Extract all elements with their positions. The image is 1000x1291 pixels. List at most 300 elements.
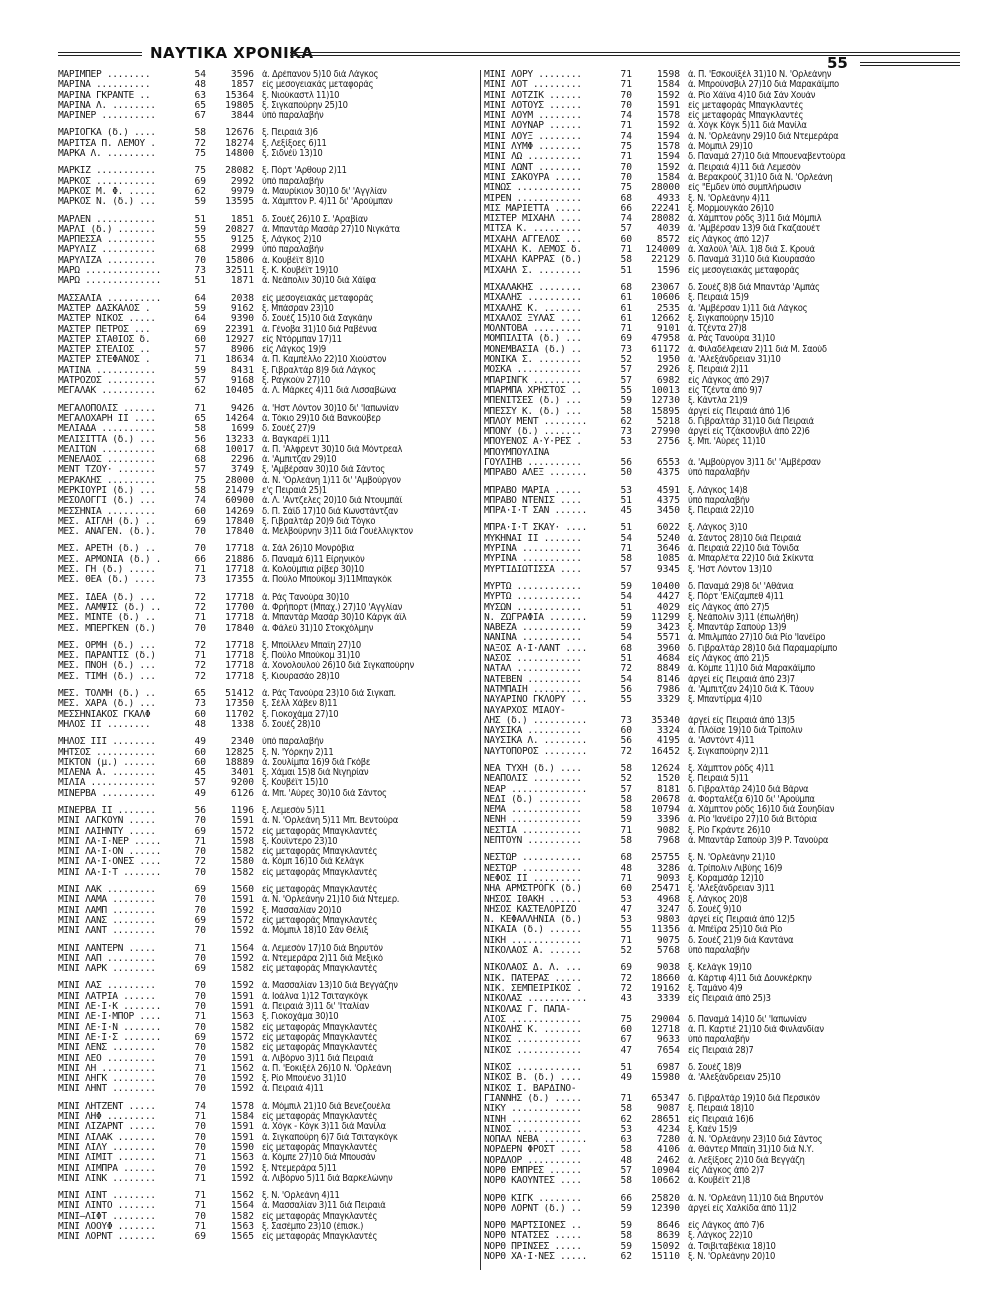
ship-name: ΝΙΝΟΣ ............ [484, 1124, 582, 1135]
ship-row [484, 874, 954, 884]
ship-status: ξ. Λεμεσόν 5)11 [262, 806, 326, 816]
ship-status: ά. Χάμπτον Ρ. 4)11 δι' 'Αρούμπαν [262, 197, 393, 208]
ship-status: ύπό παραλαβήν [688, 468, 750, 479]
ship-row [58, 1012, 470, 1022]
ship-tonnage: 1871 [230, 275, 254, 287]
ship-status: ά. Μαυρίκιον 30)10 δι' 'Αγγλίαν [262, 186, 387, 197]
ship-tonnage: 1563 [230, 1152, 254, 1164]
ship-status: ξ. Ρίο Γκράντε 26)10 [688, 825, 771, 836]
ship-age: 65 [194, 688, 206, 700]
ship-status: ξ. Κάντλα 21)9 [688, 396, 748, 407]
ship-tonnage: 1582 [230, 866, 254, 878]
ship-status: ά. Κόμπε 11)10 διά Μαρακάϊμπο [688, 664, 816, 675]
ship-status: ά. Ράς Τανούρα 23)10 διά Σιγκαπ. [262, 689, 396, 700]
ship-tonnage: 28082 [651, 213, 680, 225]
ship-age: 53 [620, 484, 632, 496]
ship-status: ά. Μπρούνσβιλ 27)10 διά Μαρακάϊμπο [688, 80, 839, 91]
ship-status: ξ. Πειραιά 5)11 [688, 774, 749, 785]
ship-age: 70 [194, 1052, 206, 1064]
ship-name: ΜΙΝΙ ΛΕΟ ......... [58, 1053, 156, 1064]
ship-name: ΝΑΥΤΟΠΟΡΟΣ ........ [484, 746, 588, 757]
ship-tonnage: 2462 [656, 1154, 680, 1166]
ship-status: είς Λάγκος άπό 7)6 [688, 1221, 765, 1232]
ship-row [484, 91, 954, 101]
ship-age: 71 [194, 354, 206, 366]
ship-row [58, 304, 470, 314]
ship-age: 59 [620, 611, 632, 623]
ship-age: 70 [194, 1210, 206, 1222]
ship-status: ά. Ρίο Χάϊνα 4)10 διά Σάν Χουάν [688, 90, 816, 101]
ship-tonnage: 1578 [656, 141, 680, 153]
ship-row [58, 789, 470, 799]
ship-name: ΜΙΝΙ ΛΟΤΟΥΣ ...... [484, 100, 582, 111]
ship-status: ά. Μόμπιλ 18)10 Σάν Θέλιξ [262, 926, 369, 937]
ship-row [484, 1242, 954, 1252]
ship-status: ά. Σουλίμπα 16)9 διά Γκόβε [262, 757, 371, 768]
ship-row [484, 805, 954, 815]
ship-row [484, 592, 954, 602]
ship-name: ΝΕΜΑ ............. [484, 805, 582, 816]
ship-status [688, 448, 938, 458]
ship-age: 58 [620, 1230, 632, 1242]
ship-tonnage: 5218 [656, 415, 680, 427]
ship-row [58, 435, 470, 445]
ship-tonnage: 1591 [656, 99, 680, 111]
ship-age: 70 [194, 1001, 206, 1013]
ship-tonnage: 17355 [225, 574, 254, 586]
ship-age: 63 [620, 1134, 632, 1146]
ship-status: ά. 'Αλεξάνδρειαν 25)10 [688, 1073, 781, 1084]
ship-name: ΜΠΟΥΜΠΟΥΛΙΝΑ [484, 447, 550, 458]
ship-name: ΜΑΡΥΛΙΖΑ ......... [58, 255, 156, 266]
ship-age: 67 [194, 110, 206, 122]
ship-status: ξ. Πειραιά 3)6 [262, 128, 318, 139]
ship-row [484, 111, 954, 121]
ship-row [484, 1135, 954, 1145]
ship-group [58, 544, 470, 585]
ship-row [58, 527, 470, 537]
ship-tonnage: 4029 [656, 601, 680, 613]
ship-name: ΝΙΚΟΛΑΟΣ Α. ...... [484, 946, 582, 957]
ship-name: ΜΙΧΑΛΗΣ Κ. ....... [484, 303, 582, 314]
ship-name: ΜΠΑΡΜΠΑ ΧΡΗΣΤΟΣ .. [484, 385, 582, 396]
ship-name: ΜΕΓΑΛΟΧΑΡΗ ΙΙ .... [58, 413, 156, 424]
ship-status: ξ. 'Αμβέρσαν 30)10 διά Σάντος [262, 465, 385, 476]
ship-age: 71 [620, 543, 632, 555]
ship-row [484, 544, 954, 554]
ship-tonnage: 6553 [656, 456, 680, 468]
ship-tonnage: 1592 [230, 925, 254, 937]
ship-name: ΜΙΧΑΛΑΚΗΣ ........ [484, 282, 582, 293]
ship-status: ξ. Πειραιά 18)10 [688, 1104, 754, 1115]
header-rule-middle [290, 52, 960, 56]
ship-name: ΜΑΡΙΝΑ .......... [58, 80, 151, 91]
ship-row [58, 857, 470, 867]
ship-age: 58 [620, 1175, 632, 1187]
ship-age: 69 [620, 962, 632, 974]
ship-row [484, 1156, 954, 1166]
ship-age: 56 [194, 805, 206, 816]
ship-status: δ. Σουέζ 27)9 [262, 424, 316, 435]
ship-age: 70 [620, 99, 632, 111]
ship-name: ΜΙΛΕΝΑ Α. ........ [58, 768, 156, 779]
ship-tonnage: 1590 [230, 1141, 254, 1153]
ship-row [58, 1191, 470, 1201]
ship-row [484, 407, 954, 417]
ship-tonnage: 1592 [230, 1073, 254, 1085]
ship-tonnage: 1582 [230, 1042, 254, 1054]
ship-status: δ. Π. Σάϊδ 17)10 διά Κωνστάντζαν [262, 506, 398, 517]
ship-status: δ. Γιβραλτάρ 19)10 διά Περσικόν [688, 1093, 820, 1104]
ship-age: 54 [194, 69, 206, 80]
ship-name: ΜΙΝΙ ΛΕΝΣ ........ [58, 1043, 156, 1054]
ship-status: ά. Χαλούλ 'Αϊλ. 1)8 διά Σ. Κρουά [688, 245, 815, 256]
ship-row [58, 710, 470, 720]
ship-name: ΜΙΝΙ ΛΑΠ ......... [58, 953, 156, 964]
ship-row [58, 235, 470, 245]
ship-name: ΜΙΧΑΗΛ ΑΓΓΕΛΟΣ ... [484, 234, 582, 245]
ship-name: ΝΙΚ. ΣΕΜΠΕΙΡΙΚΟΣ . [484, 983, 582, 994]
ship-age: 75 [620, 182, 632, 194]
ship-age: 58 [620, 793, 632, 805]
ship-name: ΜΑΣΤΕΡ ΣΤΕΦΑΝΟΣ . [58, 355, 151, 366]
ship-row [58, 768, 470, 778]
ship-tonnage: 10400 [651, 580, 680, 592]
ship-row [484, 314, 954, 324]
ship-status: είς μεταφοράς Μπαγκλαντές [688, 111, 804, 122]
ship-name: ΜΑΣΣΑΛΙΑ .......... [58, 293, 162, 304]
ship-row [484, 946, 954, 956]
ship-row [484, 864, 954, 874]
ship-row [484, 1104, 954, 1114]
ship-tonnage: 51412 [225, 688, 254, 700]
ship-tonnage: 2296 [230, 454, 254, 466]
ship-tonnage: 13233 [225, 433, 254, 445]
ship-name: ΝΕΦΟΣ ΙΙ ......... [484, 873, 582, 884]
ship-name: ΜΕΣ. ΠΝΟΗ (δ.) ... [58, 661, 156, 672]
ship-age: 60 [194, 746, 206, 758]
ship-status: είς μεταφοράς Μπαγκλαντές [262, 1211, 378, 1222]
ship-name: ΜΙΝΙ ΛΑ·Ι·ΟΝ ...... [58, 847, 162, 858]
ship-status: δ. Παναμά 14)10 δι' 'Ιαπωνίαν [688, 1014, 807, 1025]
ship-age: 62 [620, 415, 632, 427]
ship-name: ΜΑΡΠΕΣΣΑ ......... [58, 235, 156, 246]
ship-tonnage: 1562 [230, 1190, 254, 1202]
ship-status: ξ. Ν. 'Ορλεάνην 20)10 [688, 1252, 776, 1263]
ship-name: ΜΑΣΤΕΡ ΠΕΤΡΟΣ ... [58, 324, 151, 335]
ship-name: ΝΑΤΕΒΕΝ .......... [484, 674, 582, 685]
ship-name: ΝΗΑ ΑΡΜΣΤΡΟΓΚ (δ.) [484, 884, 582, 895]
ship-row [58, 944, 470, 954]
ship-age: 69 [620, 333, 632, 345]
ship-tonnage: 3423 [656, 622, 680, 634]
ship-age: 68 [620, 642, 632, 654]
ship-name: ΝΕΝΗ ............. [484, 815, 582, 826]
ship-status: ξ. Πόρτ 'Ελίζαμπεθ 4)11 [688, 592, 784, 603]
ship-tonnage: 25471 [651, 883, 680, 895]
ship-status: είς Λάγκος άπό 21)5 [688, 654, 770, 665]
ship-tonnage: 1562 [230, 1062, 254, 1074]
ship-tonnage: 5768 [656, 945, 680, 957]
ship-name: ΜΙΝΙ ΛΑΡΚ ........ [58, 964, 156, 975]
ship-tonnage: 2535 [656, 302, 680, 314]
ship-age: 65 [194, 412, 206, 424]
ship-tonnage: 8639 [656, 1230, 680, 1242]
ship-status: είς μεσογειακάς μεταφοράς [262, 80, 374, 91]
ship-age: 57 [194, 464, 206, 476]
ship-status: ά. Μπαντάρ Σαπούρ 3)9 Ρ. Τανούρα [688, 836, 829, 847]
ship-row [484, 1046, 954, 1056]
ship-tonnage: 32511 [225, 265, 254, 277]
ship-name: ΜΑΡΚΟΣ ........... [58, 176, 156, 187]
ship-age: 62 [620, 1113, 632, 1125]
ship-row [484, 613, 954, 623]
ship-name: ΝΕΣΤΩΡ ........... [484, 863, 582, 874]
ship-age: 74 [620, 130, 632, 142]
ship-tonnage: 9162 [230, 302, 254, 314]
ship-group [58, 737, 470, 799]
ship-row [58, 737, 470, 747]
ship-age: 71 [620, 872, 632, 884]
ship-age: 70 [194, 990, 206, 1002]
ship-name: ΜΑΣΤΕΡ ΣΤΑΘΙΟΣ δ. [58, 334, 151, 345]
ship-status: ξ. Μποΐλλεν Μπαϊη 27)10 [262, 640, 361, 651]
ship-status: ά. Τσιβιταβέκια 18)10 [688, 1241, 776, 1252]
ship-status: άργεί είς Πειραιά άπό 23)7 [688, 674, 795, 685]
ship-tonnage: 17700 [225, 601, 254, 613]
ship-age: 68 [620, 281, 632, 293]
ship-name: ΜΠΟΝΥ (δ.) ....... [484, 427, 582, 438]
ship-name: ΜΙΝΙ ΛΟΥΜ ........ [484, 111, 582, 122]
ship-status: άργεί είς Τζάκσονβιλ άπό 22)6 [688, 427, 810, 438]
ship-row [484, 826, 954, 836]
ship-tonnage: 8431 [230, 364, 254, 376]
ship-tonnage: 25755 [651, 852, 680, 864]
ship-tonnage: 4375 [656, 467, 680, 479]
ship-age: 72 [620, 663, 632, 675]
ship-name: ΝΟΡΔΕΡΝ ΦΡΟΣΤ .... [484, 1145, 582, 1156]
ship-tonnage: 1196 [230, 805, 254, 816]
ship-name: ΜΙΝΙ ΛΑΜΑ ........ [58, 895, 156, 906]
ship-row [484, 486, 954, 496]
ship-row [58, 613, 470, 623]
ship-age: 71 [194, 1062, 206, 1074]
ship-age: 53 [620, 436, 632, 448]
ship-row [58, 575, 470, 585]
ship-name: ΜΗΤΣΟΣ ........... [58, 747, 156, 758]
ship-row [484, 142, 954, 152]
ship-age: 70 [194, 622, 206, 634]
ship-name: ΜΙΛΙΑ ............ [58, 778, 156, 789]
ship-group [58, 641, 470, 682]
ship-age: 71 [194, 612, 206, 624]
ship-tonnage: 23067 [651, 281, 680, 293]
ship-age: 71 [620, 934, 632, 946]
ship-status: ξ. Ν. 'Ορλεάνην 4)11 [688, 193, 770, 204]
ship-row [484, 785, 954, 795]
ship-name: ΜΑΡΛΕΝ ........... [58, 214, 156, 225]
ship-tonnage: 1592 [656, 161, 680, 173]
ship-name: ΜΙΝΙ ΛΑΤΡΙΑ ...... [58, 991, 156, 1002]
ship-age: 58 [620, 1144, 632, 1156]
ship-row [484, 1063, 954, 1073]
ship-tonnage: 8906 [230, 344, 254, 356]
ship-name: ΜΙΣΤΕΡ ΜΙΧΑΗΛ .... [484, 214, 582, 225]
ship-age: 57 [620, 223, 632, 235]
ship-name: ΝΗΣΟΣ ΙΘΑΚΗ ...... [484, 894, 582, 905]
ship-name: ΜΑΡΙΝΑ Λ. ........ [58, 100, 156, 111]
ship-tonnage: 8646 [656, 1220, 680, 1232]
ship-age: 71 [194, 1152, 206, 1164]
ship-name: ΜΑΡΚΑ Λ. ......... [58, 149, 156, 160]
ship-age: 69 [194, 515, 206, 527]
ship-name: ΜΠΡΑΒΟ ΜΑΡΙΑ ..... [484, 485, 582, 496]
ship-row [58, 1002, 470, 1012]
ship-status: ξ. Λάγκος 2)10 [262, 235, 322, 246]
ship-row [484, 915, 954, 925]
ship-row [58, 517, 470, 527]
ship-age: 69 [194, 175, 206, 187]
ship-age: 74 [194, 495, 206, 507]
ship-row [484, 1194, 954, 1204]
ship-group [484, 1194, 954, 1215]
ship-name: ΜΑΡΛΙ (δ.) ....... [58, 224, 156, 235]
ship-status: ά. Λιβόρνο 3)11 διά Πειραιά [262, 1053, 374, 1064]
ship-status: ά. 'Αμβέρσαν 1)11 διά Λάγκος [688, 303, 808, 314]
ship-age: 72 [194, 639, 206, 651]
ship-status: ά. Πειραιά 3)11 δι' 'Ιταλίαν [262, 1002, 369, 1013]
ship-status: ά. 'Αμβούργον 3)11 δι' 'Αμβέρσαν [688, 457, 821, 468]
ship-status: ά. Κόμπε 27)10 διά Μπουσάν [262, 1153, 376, 1164]
ship-name: ΜΙΝΕΡΒΑ .......... [58, 788, 156, 799]
ship-age: 51 [194, 275, 206, 287]
ship-name: ΜΙΚΤΟΝ (μ.) ...... [58, 757, 156, 768]
ship-tonnage: 1594 [656, 151, 680, 163]
ship-tonnage: 2992 [230, 175, 254, 187]
ship-age: 52 [620, 354, 632, 366]
ship-age: 71 [194, 1220, 206, 1232]
ship-name: ΜΠΕΣΣΥ Κ. (δ.) ... [484, 406, 582, 417]
ship-row [58, 386, 470, 396]
ship-name: ΜΙΝΙ ΛΕ·Ι·Κ ....... [58, 1002, 162, 1013]
ship-row [58, 345, 470, 355]
ship-row [58, 603, 470, 613]
ship-row [58, 672, 470, 682]
ship-row [484, 895, 954, 905]
ship-status: ξ. Ρίο Μπουένο 31)10 [262, 1074, 347, 1085]
ship-status: ά. Τόκιο 29)10 διά Βανκούβερ [262, 413, 381, 424]
ship-row [58, 1133, 470, 1143]
ship-status: είς μεταφοράς Μπαγκλαντές [262, 847, 378, 858]
ship-row [484, 695, 954, 705]
ship-tonnage: 1591 [230, 990, 254, 1002]
ship-name: ΜΕΣ. ΑΙΓΛΗ (δ.) .. [58, 516, 156, 527]
ship-row [58, 926, 470, 936]
ship-status: ά. Μασσαλίαν 13)10 διά Βεγγάζην [262, 981, 398, 992]
ship-row [58, 445, 470, 455]
ship-tonnage: 1592 [230, 952, 254, 964]
ship-name: ΝΕΑ ΤΥΧΗ (δ.) .... [484, 764, 582, 774]
ship-row [58, 624, 470, 634]
ship-age: 73 [620, 714, 632, 726]
ship-row [484, 1025, 954, 1035]
ship-tonnage: 12662 [651, 312, 680, 324]
ship-row [484, 376, 954, 386]
ship-tonnage: 17718 [225, 612, 254, 624]
ship-row [58, 661, 470, 671]
ship-name: ΝΑΒΕΖΑ ........... [484, 623, 582, 634]
ship-name: ΜΙΝΙ ΛΑΝΣ ........ [58, 915, 156, 926]
ship-row [484, 706, 954, 716]
ship-name: ΝΟΡΘ ΠΡΙΝΣΕΣ ..... [484, 1241, 582, 1252]
ship-tonnage: 3324 [656, 725, 680, 737]
ship-row [58, 689, 470, 699]
ship-status: ά. Ιοάλνα 1)12 Τσιταγκόγκ [262, 991, 368, 1002]
ship-tonnage: 9345 [656, 563, 680, 575]
ship-age: 48 [194, 79, 206, 91]
ship-row [484, 214, 954, 224]
ship-status: ξ. Ν. 'Ορλεάνη 4)11 [262, 1191, 340, 1202]
ship-row [484, 736, 954, 746]
ship-name: ΝΟΡΔΛΟΡ .......... [484, 1155, 582, 1166]
ship-age: 70 [194, 543, 206, 555]
ship-row [484, 304, 954, 314]
ship-name: ΜΥΡΙΝΑ ........... [484, 544, 582, 555]
ship-tonnage: 17840 [225, 515, 254, 527]
ship-tonnage: 1591 [230, 1131, 254, 1143]
ship-age: 69 [194, 1031, 206, 1043]
ship-row [58, 748, 470, 758]
ship-tonnage: 1582 [230, 963, 254, 975]
ship-status: δ. Γιβραλτάρ 24)10 διά Βάρνα [688, 784, 809, 795]
ship-name: ΛΗΣ (δ.) .......... [484, 715, 588, 726]
ship-name: ΜΙΝΙ ΛΟΤ ......... [484, 80, 582, 91]
ship-tonnage: 4039 [656, 223, 680, 235]
ship-status: ά. Ν. 'Ορλεάνην 29)10 διά Ντεμεράρα [688, 131, 839, 142]
ship-age: 59 [620, 1202, 632, 1214]
ship-age: 67 [620, 1034, 632, 1046]
ship-age: 70 [194, 1131, 206, 1143]
ship-tonnage: 4684 [656, 653, 680, 665]
ship-age: 51 [620, 601, 632, 613]
ship-row [58, 593, 470, 603]
ship-status: ά. 'Αμπιτζαν 24)10 διά Κ. Τάουν [688, 684, 814, 695]
ship-name: ΜΙΝΙ ΛΑΝΤΕΡΝ ..... [58, 943, 156, 954]
ship-age: 60 [620, 883, 632, 895]
ship-row [58, 895, 470, 905]
ship-name: ΜΥΡΤΩ ............ [484, 581, 582, 592]
ship-age: 58 [620, 804, 632, 816]
ship-group [58, 128, 470, 159]
ship-tonnage: 1564 [230, 1200, 254, 1212]
ship-status: ξ. Λάγκος 3)10 [688, 523, 748, 534]
ship-status: είς μεσογειακάς μεταφοράς [688, 265, 800, 276]
ship-age: 71 [194, 1111, 206, 1123]
ship-status: ά. Ν. 'Ορλεάνην 23)10 διά Σάντος [688, 1135, 823, 1146]
ship-tonnage: 1591 [230, 1121, 254, 1133]
ship-row [484, 1221, 954, 1231]
ship-row [58, 827, 470, 837]
ship-age: 58 [620, 835, 632, 847]
ship-name: ΜΟΛΝΤΟΒΑ ......... [484, 324, 582, 335]
ship-name: ΝΙΚΟΣ ............ [484, 1063, 582, 1074]
ship-age: 71 [194, 1011, 206, 1023]
ship-status: είς μεταφοράς Μπαγκλαντές [262, 1112, 378, 1123]
ship-age: 74 [620, 213, 632, 225]
ship-row [58, 80, 470, 90]
ship-tonnage: 1592 [230, 1083, 254, 1095]
ship-status: ά. Πειραιά 4)11 διά Λεμεσόν [688, 162, 801, 173]
